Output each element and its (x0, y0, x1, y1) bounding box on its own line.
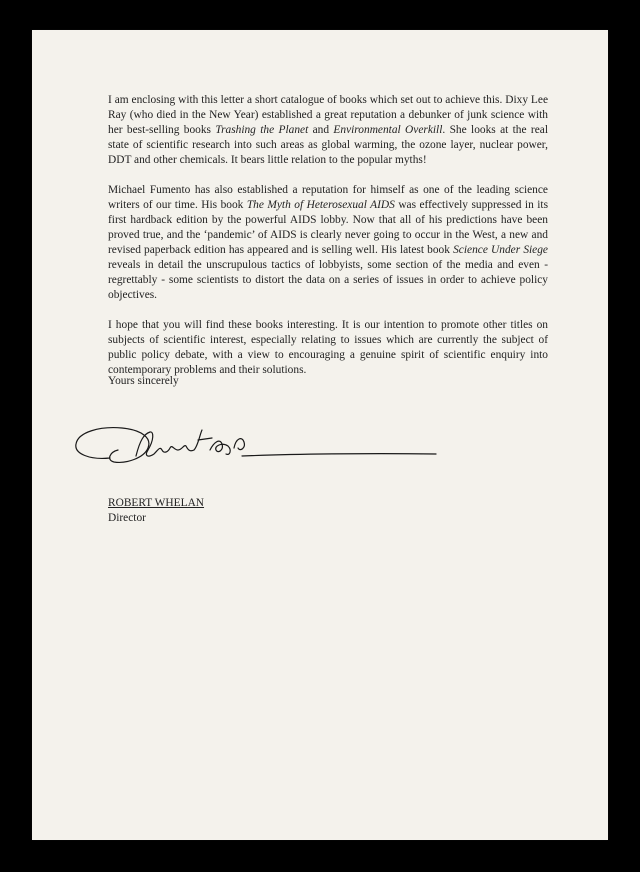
letter-page (32, 30, 608, 840)
book-title-environmental-overkill: Environmental Overkill (333, 124, 443, 136)
book-title-myth-of-heterosexual-aids: The Myth of Heterosexual AIDS (246, 199, 395, 211)
paragraph-2-text-a: Michael Fumento has also established a reputation for himself as one of the leading science writers of our time. His book (108, 184, 548, 211)
book-title-trashing-the-planet: Trashing the Planet (215, 124, 309, 136)
paragraph-1 (108, 93, 548, 168)
paragraph-2-text-c: reveals in detail the unscrupulous tactics of lobbyists, some section of the media and even - regrettably - some scientists to distort the data on a series of issues in order to achieve policy objectives. (108, 259, 548, 301)
signer-name: ROBERT WHELAN (108, 497, 205, 509)
signer-block (108, 496, 204, 526)
paragraph-1-text-a: I am enclosing with this letter a short catalogue of books which set out to achieve this. Dixy Lee Ray (who died in the New Year) established a great reputation a debunker of junk science with her best-selling books (108, 94, 548, 136)
closing-salutation: Yours sincerely (108, 375, 179, 387)
signer-title: Director (108, 512, 146, 524)
handwritten-signature (70, 420, 440, 480)
book-title-science-under-siege: Science Under Siege (453, 244, 548, 256)
paragraph-1-text-c: . She looks at the real state of scientific research into such areas as global warming, the ozone layer, nuclear power, DDT and other chemicals. It bears little relation to the popular myths! (108, 124, 548, 166)
paragraph-1-text-b: and (308, 124, 334, 136)
letter-body (108, 93, 548, 378)
paragraph-2 (108, 183, 548, 303)
paragraph-2-text-b: was effectively suppressed in its first hardback edition by the powerful AIDS lobby. Now that all of his predictions have been proved true, and the ‘pandemic’ of AIDS is clearly never going to occur in the West, a new and revised paperback edition has appeared and is selling well. His latest book (108, 199, 549, 256)
paragraph-3: I hope that you will find these books interesting. It is our intention to promote other titles on subjects of scientific interest, especially relating to issues which are currently the subject of public policy debate, with a view to encouraging a genuine spirit of scientific enquiry into contemporary problems and their solutions. (108, 319, 548, 376)
